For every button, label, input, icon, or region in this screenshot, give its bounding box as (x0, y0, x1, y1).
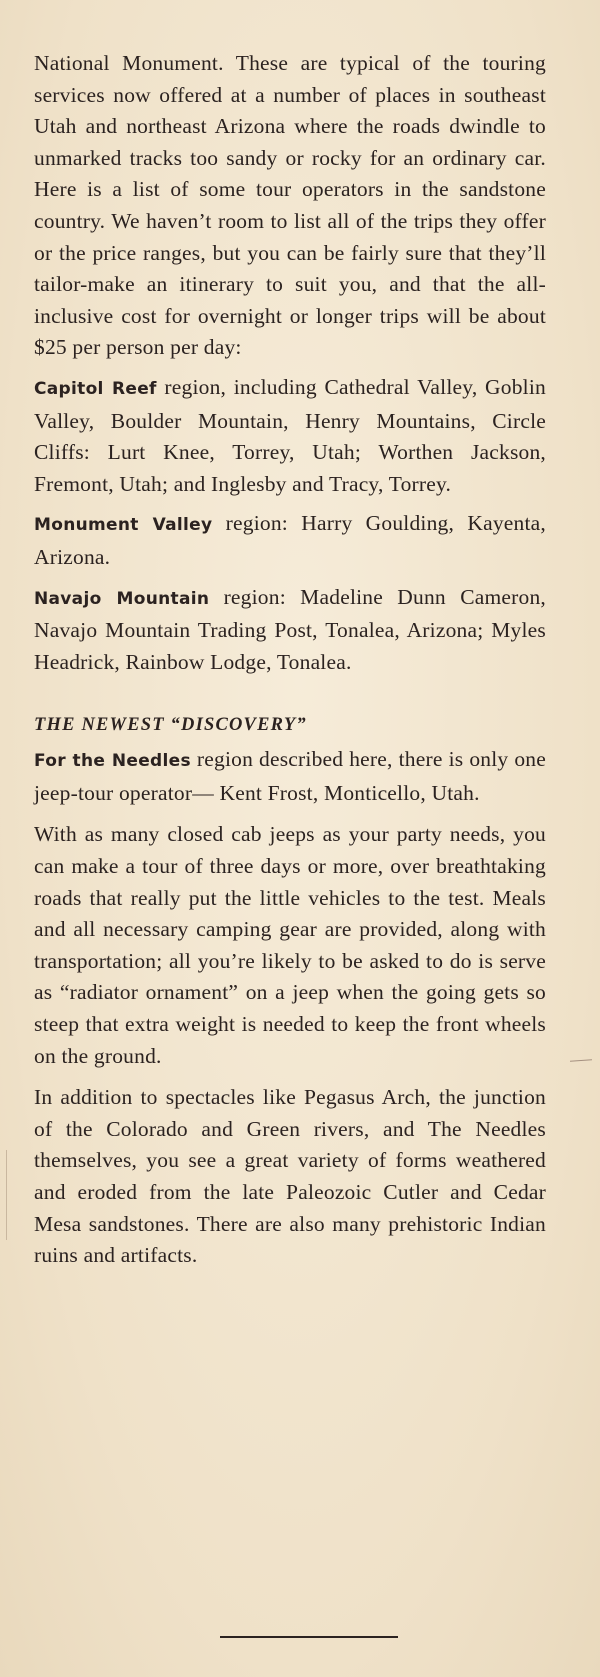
body-paragraph: With as many closed cab jeeps as your party needs, you can make a tour of three days or more, over breathtaking roads that really put the little vehicles to the test. Meals and all necessary camping gear are provided, along with transportation; all you’re likely to be asked to do is serve as “radiator ornament” on a jeep when the going gets so steep that extra weight is needed to keep the front wheels on the ground. (34, 822, 546, 1068)
intro-paragraph: National Monument. These are typical of the touring services now offered at a number of places in southeast Utah and northeast Arizona where the roads dwindle to unmarked tracks too sandy or rocky for an ordinary car. Here is a list of some tour operators in the sandstone country. We haven’t room to list all of the trips they offer or the price ranges, but you can be fairly sure that they’ll tailor-make an itinerary to suit you, and that the all-inclusive cost for overnight or longer trips will be about $25 per person per day: (34, 51, 546, 360)
region-name: Capitol Reef (34, 378, 157, 399)
needles-paragraph (34, 744, 546, 809)
body-paragraph: In addition to spectacles like Pegasus Arch, the junction of the Colorado and Green rivers, and The Needles themselves, you see a great variety of forms weathered and eroded from the late Paleozoic Cutler and Cedar Mesa sandstones. There are also many prehistoric Indian ruins and artifacts. (34, 1085, 546, 1268)
needles-lead: For the Needles (34, 751, 191, 772)
section-heading: THE NEWEST “DISCOVERY” (34, 715, 307, 736)
operator-details: region, including Cathedral Valley, Goblin Valley, Boulder Mountain, Henry Mountains, Circle Cliffs: Lurt Knee, Torrey, Utah; Worthen Jackson, Fremont, Utah; and Inglesby and Tracy, Torrey. (34, 374, 546, 496)
margin-pencil-mark (570, 1059, 592, 1062)
operator-details: region: Madeline Dunn Cameron, Navajo Mountain Trading Post, Tonalea, Arizona; Myles Headrick, Rainbow Lodge, Tonalea. (34, 584, 546, 674)
operator-details: region: Harry Goulding, Kayenta, Arizona. (34, 511, 546, 569)
operator-monument-valley (34, 508, 546, 573)
margin-crease (6, 1150, 7, 1240)
region-name: Navajo Mountain (34, 588, 210, 609)
article-column (34, 48, 546, 1272)
end-rule (220, 1636, 398, 1638)
operator-capitol-reef (34, 372, 546, 500)
operator-navajo-mountain (34, 582, 546, 679)
region-name: Monument Valley (34, 515, 213, 536)
needles-details: region described here, there is only one jeep-tour operator— Kent Frost, Monticello, Utah. (34, 747, 547, 805)
